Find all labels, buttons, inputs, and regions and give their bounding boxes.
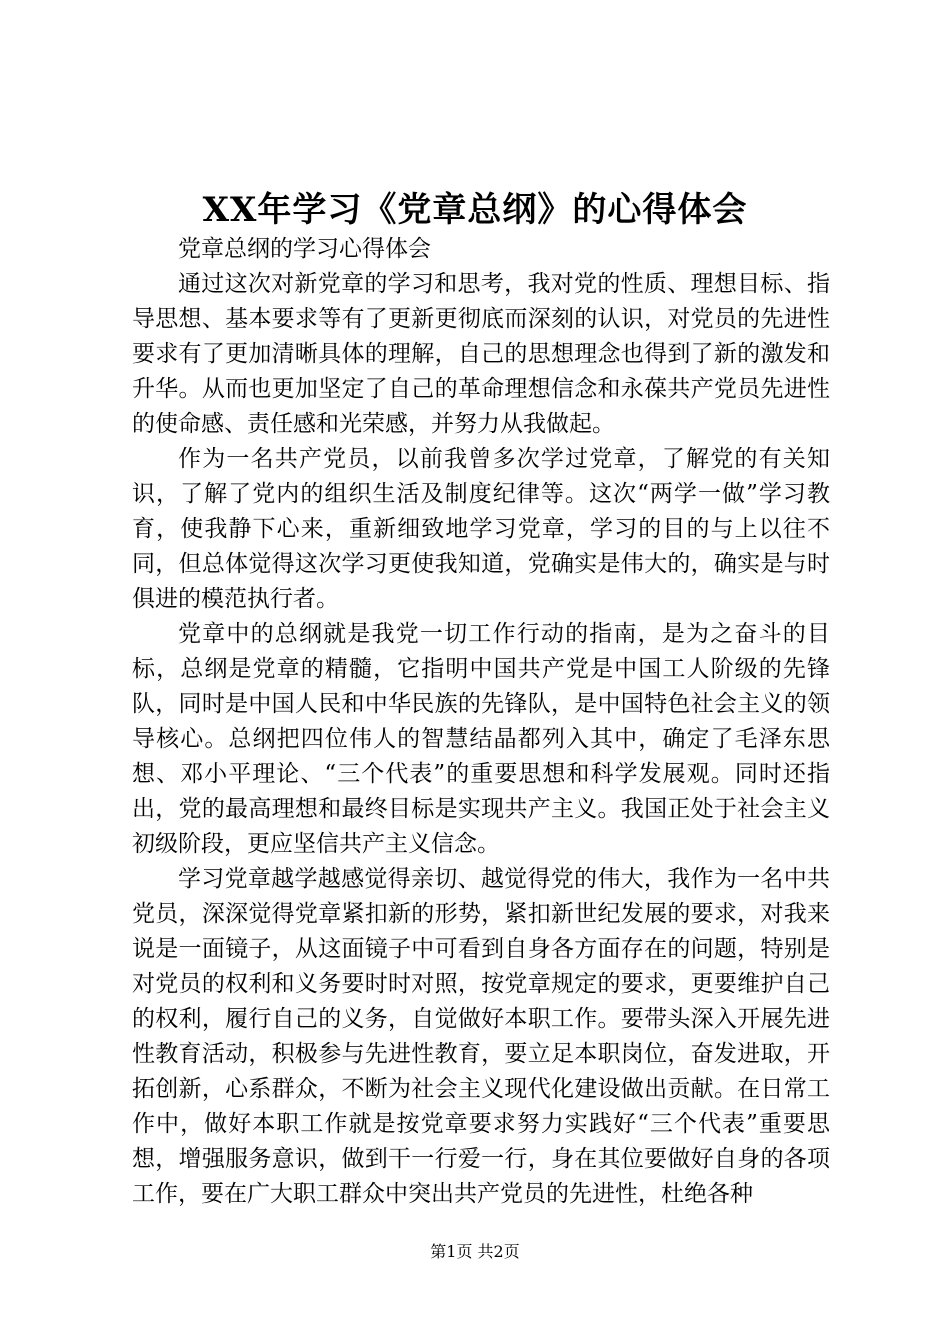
document-body bbox=[132, 232, 830, 1212]
document-subtitle: 党章总纲的学习心得体会 bbox=[178, 236, 431, 262]
page-footer: 第1页 共2页 bbox=[430, 1242, 520, 1261]
paragraph: 通过这次对新党章的学习和思考，我对党的性质、理想目标、指导思想、基本要求等有了更新更彻底而深刻的认识，对党员的先进性要求有了更加清晰具体的理解，自己的思想理念也得到了新的激发和升华。从而也更加坚定了自己的革命理想信念和永葆共产党员先进性的使命感、责任感和光荣感，并努力从我做起。 bbox=[132, 271, 830, 437]
paragraph: 学习党章越学越感觉得亲切、越觉得党的伟大，我作为一名中共党员，深深觉得党章紧扣新的形势，紧扣新世纪发展的要求，对我来说是一面镜子，从这面镜子中可看到自身各方面存在的问题，特别是对党员的权利和义务要时时对照，按党章规定的要求，更要维护自己的权利，履行自己的义务，自觉做好本职工作。要带头深入开展先进性教育活动，积极参与先进性教育，要立足本职岗位，奋发进取，开拓创新，心系群众，不断为社会主义现代化建设做出贡献。在日常工作中，做好本职工作就是按党章要求努力实践好“三个代表”重要思想，增强服务意识，做到干一行爱一行，身在其位要做好自身的各项工作，要在广大职工群众中突出共产党员的先进性，杜绝各种 bbox=[132, 866, 830, 1207]
paragraph: 作为一名共产党员，以前我曾多次学过党章，了解党的有关知识，了解了党内的组织生活及制度纪律等。这次“两学一做”学习教育，使我静下心来，重新细致地学习党章，学习的目的与上以往不同，但总体觉得这次学习更使我知道，党确实是伟大的，确实是与时俱进的模范执行者。 bbox=[132, 446, 830, 612]
document-title: XX年学习《党章总纲》的心得体会 bbox=[202, 190, 748, 230]
paragraph: 党章中的总纲就是我党一切工作行动的指南，是为之奋斗的目标，总纲是党章的精髓，它指明中国共产党是中国工人阶级的先锋队，同时是中国人民和中华民族的先锋队，是中国特色社会主义的领导核心。总纲把四位伟人的智慧结晶都列入其中，确定了毛泽东思想、邓小平理论、“三个代表”的重要思想和科学发展观。同时还指出，党的最高理想和最终目标是实现共产主义。我国正处于社会主义初级阶段，更应坚信共产主义信念。 bbox=[132, 621, 830, 857]
